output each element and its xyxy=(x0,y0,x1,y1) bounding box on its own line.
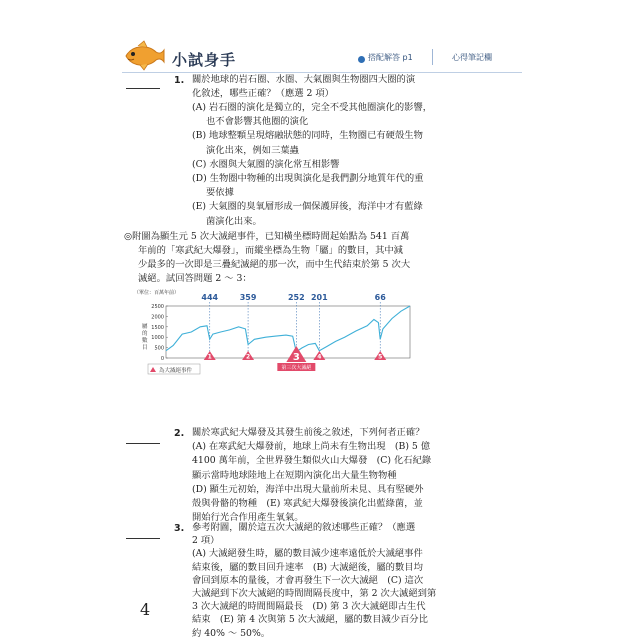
extinction-number: 3 xyxy=(292,352,300,363)
y-tick-label: 0 xyxy=(160,356,164,362)
intro-line: 年前的「寒武紀大爆發」，而縱坐標為生物「屬」的數目，其中減 xyxy=(138,245,403,256)
fish-icon xyxy=(122,40,166,72)
plot-frame xyxy=(166,306,410,358)
q3-line: 大滅絕到下次大滅絕的時間間隔長度中，第 2 次大滅絕到第 xyxy=(192,588,437,600)
answer-blank xyxy=(126,433,160,444)
question-number: 3. xyxy=(174,523,185,534)
intro-line: 少最多的一次即是三疊紀滅絕的那一次，而中生代結束於第 5 次大 xyxy=(138,259,411,270)
question-number: 2. xyxy=(174,428,185,439)
q2-line: (A) 在寒武紀大爆發前，地球上尚未有生物出現 (B) 5 億 xyxy=(192,441,431,453)
option-c: (C) 水圈與大氣圈的演化常互相影響 xyxy=(192,158,340,170)
answer-blank xyxy=(126,528,160,539)
notes-column-label: 心得筆記欄 xyxy=(452,53,492,62)
axis-unit: （單位：百萬年前） xyxy=(134,290,180,296)
q3-line: 2 項） xyxy=(192,535,220,547)
q3-line: 結束 (E) 第 4 次與第 5 次大滅絕，屬的數目減少百分比 xyxy=(192,614,428,626)
intro-line: 滅絕。試回答問題 2 ～ 3： xyxy=(138,273,252,284)
y-tick-label: 500 xyxy=(154,345,164,352)
y-tick-label: 1500 xyxy=(151,324,164,331)
extinction-chart xyxy=(134,288,420,414)
q2-line: 顯示當時地球陸地上在短期內演化出大量生物物種 xyxy=(192,469,397,481)
event-time-label: 252 xyxy=(287,293,305,302)
section-header xyxy=(122,46,522,73)
q3-line: 約 40% ～ 50%。 xyxy=(192,627,271,639)
q3-line: (A) 大滅絕發生時，屬的數目減少速率遠低於大滅絕事件 xyxy=(192,548,423,560)
bullet-dot-icon xyxy=(358,56,365,63)
question-body xyxy=(192,426,431,525)
textbook-page xyxy=(122,40,522,639)
answer-blank xyxy=(126,78,160,89)
q3-line: 參考附圖，關於這五次大滅絕的敘述哪些正確？（應選 xyxy=(192,522,416,533)
q2-line: 殼與骨骼的物種 (E) 寒武紀大爆發後演化出藍綠菌，並 xyxy=(192,498,423,510)
event3-label: 第三次大滅絕 xyxy=(281,365,312,371)
y-axis-title-char: 的 xyxy=(142,331,148,337)
extinction-number: 1 xyxy=(207,353,212,361)
question-body xyxy=(192,521,436,640)
extinction-number: 5 xyxy=(378,353,383,361)
q2-line: 4100 萬年前，全世界發生類似火山大爆發 (C) 化石紀錄 xyxy=(192,455,432,467)
extinction-number: 2 xyxy=(245,353,251,361)
genus-count-line xyxy=(166,306,410,352)
q2-line: 關於寒武紀大爆發及其發生前後之敘述，下列何者正確？ xyxy=(192,427,425,438)
q3-line: 3 次大滅絕的時間間隔最長 (D) 第 3 次大滅絕即古生代 xyxy=(192,601,426,613)
option-list xyxy=(192,101,432,229)
y-tick-label: 1000 xyxy=(151,335,164,342)
option-a-cont: 也不會影響其他圈的演化 xyxy=(206,116,309,128)
event-time-label: 66 xyxy=(374,293,386,302)
question-stem xyxy=(192,73,415,101)
option-e: (E) 大氣圈的臭氧層形成一個保護屏後，海洋中才有藍綠 xyxy=(192,201,423,213)
q2-line: (D) 顯生元初始，海洋中出現大量前所未見、具有堅硬外 xyxy=(192,483,424,495)
intro-line: ◎附圖為顯生元 5 次大滅絕事件，已知橫坐標時間起始點為 541 百萬 xyxy=(124,231,410,242)
option-a: (A) 岩石圈的演化是獨立的，完全不受其他圈演化的影響， xyxy=(192,102,433,113)
y-axis-title-char: 屬 xyxy=(142,324,148,330)
y-axis-title-char: 數 xyxy=(142,338,148,344)
stem-line: 化敘述，哪些正確？（應選 2 項） xyxy=(192,88,334,100)
y-axis-title-char: 目 xyxy=(142,345,148,351)
header-divider xyxy=(432,49,433,65)
q2-line: 開始行光合作用產生氧氣。 xyxy=(192,512,304,524)
answer-reference: 搭配解答 p1 xyxy=(368,53,413,62)
q3-line: 會回到原本的量後，才會再發生下一次大滅絕 (C) 這次 xyxy=(192,574,424,586)
event-time-label: 359 xyxy=(239,293,257,302)
y-tick-label: 2500 xyxy=(151,304,164,310)
event-time-label: 444 xyxy=(201,293,219,302)
option-e-cont: 菌演化出來。 xyxy=(206,215,262,227)
question-number: 1. xyxy=(174,75,185,86)
extinction-number: 4 xyxy=(317,353,322,361)
option-d-cont: 要依據 xyxy=(206,187,234,199)
event-time-label: 201 xyxy=(310,293,328,302)
y-tick-label: 2000 xyxy=(151,314,164,321)
option-b: (B) 地球整顆呈現熔融狀態的同時，生物圈已有硬殼生物 xyxy=(192,130,423,142)
q3-line: 結束後，屬的數目回升速率 (B) 大滅絕後，屬的數目均 xyxy=(192,561,423,573)
page-number: 4 xyxy=(140,600,151,619)
option-d: (D) 生物圈中物種的出現與演化是我們劃分地質年代的重 xyxy=(192,173,424,185)
section-title: 小試身手 xyxy=(172,51,237,69)
legend-label: 為大滅絕事件 xyxy=(159,368,193,374)
stem-line: 關於地球的岩石圈、水圈、大氣圈與生物圈四大圈的演 xyxy=(192,74,416,85)
intro-paragraph xyxy=(124,230,410,286)
option-b-cont: 演化出來，例如三葉蟲 xyxy=(206,144,299,156)
